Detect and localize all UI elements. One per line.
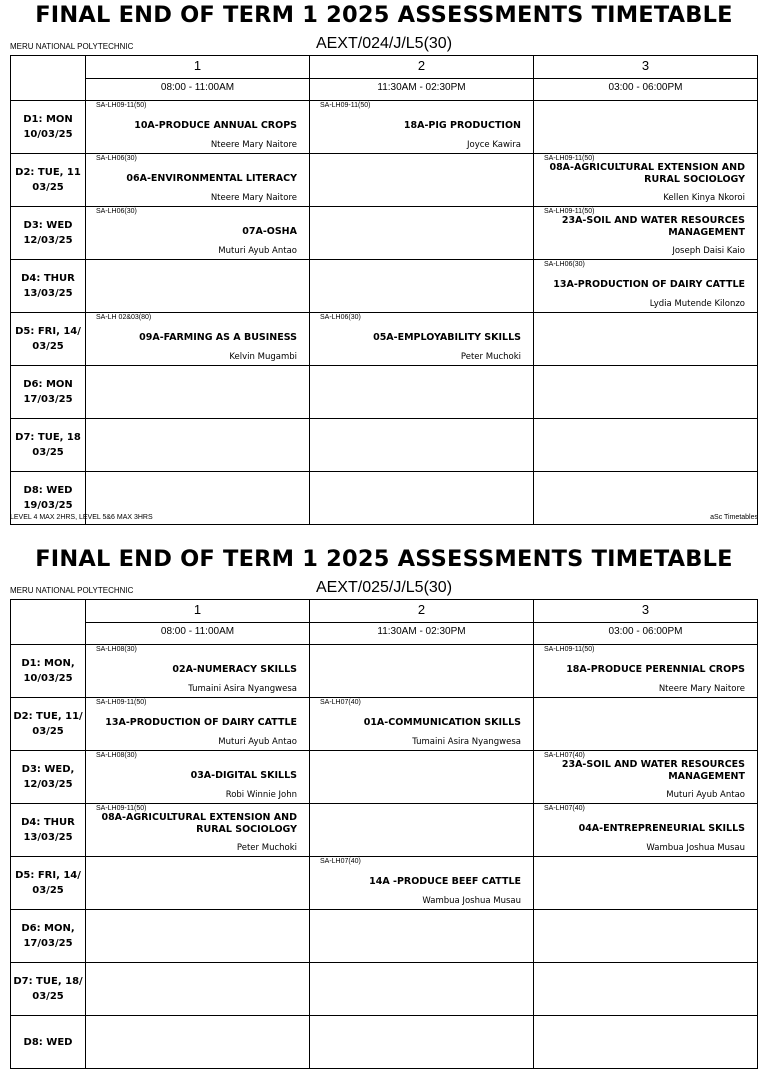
table-row	[11, 366, 758, 419]
room-code: SA-LH07(40)	[544, 752, 585, 759]
period-number: 2	[310, 600, 533, 623]
tutor-name: Kellen Kinya Nkoroi	[663, 193, 745, 203]
day-label: D7: TUE, 18/ 03/25	[11, 963, 86, 1016]
tutor-name: Nteere Mary Naitore	[210, 193, 297, 203]
tutor-name: Muturi Ayub Antao	[218, 737, 297, 747]
header-row	[11, 56, 758, 101]
room-code: SA-LH 02&03(80)	[96, 314, 152, 321]
room-code: SA-LH09-11(50)	[96, 699, 147, 706]
day-label: D8: WED	[11, 1016, 86, 1069]
period-time: 11:30AM - 02:30PM	[377, 82, 466, 93]
timetable-cell	[310, 101, 534, 154]
subject-name: 23A-SOIL AND WATER RESOURCES MANAGEMENT	[561, 215, 745, 238]
subject-name: 13A-PRODUCTION OF DAIRY CATTLE	[553, 279, 745, 290]
period-header	[534, 56, 758, 101]
table-row	[11, 419, 758, 472]
room-code: SA-LH06(30)	[96, 208, 137, 215]
tutor-name: Nteere Mary Naitore	[658, 684, 745, 694]
tutor-name: Peter Muchoki	[236, 843, 297, 853]
timetable-cell	[310, 472, 534, 525]
timetable-cell	[310, 963, 534, 1016]
table-row	[11, 698, 758, 751]
day-label: D3: WED 12/03/25	[11, 207, 86, 260]
tutor-name: Tumaini Asira Nyangwesa	[412, 737, 521, 747]
day-label: D4: THUR 13/03/25	[11, 260, 86, 313]
room-code: SA-LH09-11(50)	[96, 102, 147, 109]
subject-name: 14A -PRODUCE BEEF CATTLE	[369, 876, 521, 887]
period-number: 3	[534, 600, 757, 623]
table-row	[11, 751, 758, 804]
room-code: SA-LH06(30)	[320, 314, 361, 321]
tutor-name: Nteere Mary Naitore	[210, 140, 297, 150]
table-row	[11, 207, 758, 260]
subject-name: 18A-PRODUCE PERENNIAL CROPS	[566, 664, 745, 675]
table-row	[11, 1016, 758, 1069]
timetable-cell	[534, 751, 758, 804]
subject-name: 08A-AGRICULTURAL EXTENSION AND RURAL SOCIOLOGY	[549, 162, 745, 185]
period-number: 1	[86, 56, 309, 79]
day-label: D2: TUE, 11/ 03/25	[11, 698, 86, 751]
period-time: 08:00 - 11:00AM	[160, 626, 235, 637]
period-time: 03:00 - 06:00PM	[608, 626, 683, 637]
room-code: SA-LH07(40)	[320, 699, 361, 706]
timetable-cell	[534, 804, 758, 857]
tutor-name: Muturi Ayub Antao	[666, 790, 745, 800]
timetable-cell	[86, 910, 310, 963]
class-code: AEXT/024/J/L5(30)	[315, 35, 453, 52]
room-code: SA-LH07(40)	[544, 805, 585, 812]
corner-cell	[11, 600, 86, 645]
timetable-cell	[534, 366, 758, 419]
timetable-cell	[534, 1016, 758, 1069]
class-code: AEXT/025/J/L5(30)	[315, 579, 453, 596]
room-code: SA-LH08(30)	[96, 752, 137, 759]
table-row	[11, 154, 758, 207]
tutor-name: Wambua Joshua Musau	[646, 843, 745, 853]
subject-name: 06A-ENVIRONMENTAL LITERACY	[126, 173, 297, 184]
day-label: D2: TUE, 11 03/25	[11, 154, 86, 207]
tutor-name: Muturi Ayub Antao	[218, 246, 297, 256]
subject-name: 09A-FARMING AS A BUSINESS	[139, 332, 297, 343]
subject-name: 05A-EMPLOYABILITY SKILLS	[373, 332, 521, 343]
timetable-cell	[86, 751, 310, 804]
timetable-cell	[310, 698, 534, 751]
timetable-cell	[310, 366, 534, 419]
room-code: SA-LH06(30)	[544, 261, 585, 268]
subject-name: 23A-SOIL AND WATER RESOURCES MANAGEMENT	[561, 759, 745, 782]
tutor-name: Joseph Daisi Kaio	[672, 246, 745, 256]
tutor-name: Tumaini Asira Nyangwesa	[188, 684, 297, 694]
day-label: D1: MON 10/03/25	[11, 101, 86, 154]
timetable-cell	[534, 857, 758, 910]
timetable-grid	[10, 599, 758, 1069]
timetable-cell	[86, 857, 310, 910]
period-header	[86, 56, 310, 101]
period-header	[310, 56, 534, 101]
timetable-cell	[86, 313, 310, 366]
table-row	[11, 910, 758, 963]
period-number: 2	[310, 56, 533, 79]
corner-cell	[11, 56, 86, 101]
period-number: 3	[534, 56, 757, 79]
tutor-name: Wambua Joshua Musau	[422, 896, 521, 906]
period-header	[310, 600, 534, 645]
period-time: 08:00 - 11:00AM	[160, 82, 235, 93]
subject-name: 13A-PRODUCTION OF DAIRY CATTLE	[105, 717, 297, 728]
table-row	[11, 313, 758, 366]
subject-name: 02A-NUMERACY SKILLS	[172, 664, 297, 675]
timetable-cell	[534, 419, 758, 472]
tutor-name: Joyce Kawira	[467, 140, 521, 150]
timetable-cell	[86, 101, 310, 154]
timetable-cell	[86, 154, 310, 207]
timetable-cell	[310, 857, 534, 910]
timetable-cell	[310, 751, 534, 804]
school-name: MERU NATIONAL POLYTECHNIC	[10, 586, 134, 595]
day-label: D8: WED 19/03/25	[11, 472, 86, 525]
timetable-cell	[310, 154, 534, 207]
room-code: SA-LH08(30)	[96, 646, 137, 653]
tutor-name: Lydia Mutende Kilonzo	[649, 299, 745, 309]
school-name: MERU NATIONAL POLYTECHNIC	[10, 42, 134, 51]
table-row	[11, 804, 758, 857]
day-label: D1: MON, 10/03/25	[11, 645, 86, 698]
tutor-name: Peter Muchoki	[460, 352, 521, 362]
timetable-cell	[534, 645, 758, 698]
timetable-grid	[10, 55, 758, 525]
timetable-cell	[310, 313, 534, 366]
timetable-cell	[534, 260, 758, 313]
period-number: 1	[86, 600, 309, 623]
timetable-cell	[534, 910, 758, 963]
subject-name: 07A-OSHA	[242, 226, 297, 237]
room-code: SA-LH07(40)	[320, 858, 361, 865]
footer-credit: aSc Timetables	[710, 514, 758, 521]
day-label: D7: TUE, 18 03/25	[11, 419, 86, 472]
timetable-cell	[86, 804, 310, 857]
timetable-cell	[534, 207, 758, 260]
period-time: 11:30AM - 02:30PM	[377, 626, 466, 637]
day-label: D6: MON, 17/03/25	[11, 910, 86, 963]
footer-note: LEVEL 4 MAX 2HRS, LEVEL 5&6 MAX 3HRS	[10, 514, 153, 521]
room-code: SA-LH09-11(50)	[544, 155, 595, 162]
header-row	[11, 600, 758, 645]
table-row	[11, 645, 758, 698]
table-row	[11, 963, 758, 1016]
timetable-cell	[310, 910, 534, 963]
period-header	[86, 600, 310, 645]
timetable-cell	[534, 698, 758, 751]
timetable-cell	[310, 207, 534, 260]
timetable-cell	[86, 419, 310, 472]
timetable-cell	[534, 154, 758, 207]
timetable-cell	[534, 101, 758, 154]
timetable-cell	[86, 260, 310, 313]
subject-name: 03A-DIGITAL SKILLS	[190, 770, 297, 781]
timetable-aext-024	[0, 0, 768, 530]
timetable-cell	[534, 963, 758, 1016]
subject-name: 01A-COMMUNICATION SKILLS	[363, 717, 521, 728]
timetable-cell	[310, 260, 534, 313]
timetable-title: FINAL END OF TERM 1 2025 ASSESSMENTS TIMETABLE	[35, 2, 733, 28]
table-row	[11, 857, 758, 910]
subject-name: 10A-PRODUCE ANNUAL CROPS	[134, 120, 297, 131]
timetable-cell	[86, 366, 310, 419]
subject-name: 08A-AGRICULTURAL EXTENSION AND RURAL SOCIOLOGY	[101, 812, 297, 835]
day-label: D3: WED, 12/03/25	[11, 751, 86, 804]
timetable-cell	[310, 645, 534, 698]
room-code: SA-LH09-11(50)	[96, 805, 147, 812]
subject-name: 04A-ENTREPRENEURIAL SKILLS	[578, 823, 745, 834]
room-code: SA-LH09-11(50)	[544, 646, 595, 653]
table-row	[11, 260, 758, 313]
timetable-cell	[310, 1016, 534, 1069]
room-code: SA-LH09-11(50)	[544, 208, 595, 215]
day-label: D6: MON 17/03/25	[11, 366, 86, 419]
day-label: D4: THUR 13/03/25	[11, 804, 86, 857]
timetable-aext-025	[0, 544, 768, 1048]
room-code: SA-LH06(30)	[96, 155, 137, 162]
room-code: SA-LH09-11(50)	[320, 102, 371, 109]
day-label: D5: FRI, 14/ 03/25	[11, 313, 86, 366]
tutor-name: Robi Winnie John	[225, 790, 297, 800]
table-row	[11, 101, 758, 154]
day-label: D5: FRI, 14/ 03/25	[11, 857, 86, 910]
tutor-name: Kelvin Mugambi	[229, 352, 297, 362]
period-time: 03:00 - 06:00PM	[608, 82, 683, 93]
timetable-cell	[310, 419, 534, 472]
timetable-cell	[310, 804, 534, 857]
period-header	[534, 600, 758, 645]
timetable-cell	[86, 698, 310, 751]
timetable-cell	[534, 313, 758, 366]
timetable-cell	[86, 963, 310, 1016]
timetable-cell	[86, 1016, 310, 1069]
timetable-cell	[86, 207, 310, 260]
timetable-cell	[86, 645, 310, 698]
timetable-title: FINAL END OF TERM 1 2025 ASSESSMENTS TIMETABLE	[35, 546, 733, 572]
subject-name: 18A-PIG PRODUCTION	[403, 120, 521, 131]
